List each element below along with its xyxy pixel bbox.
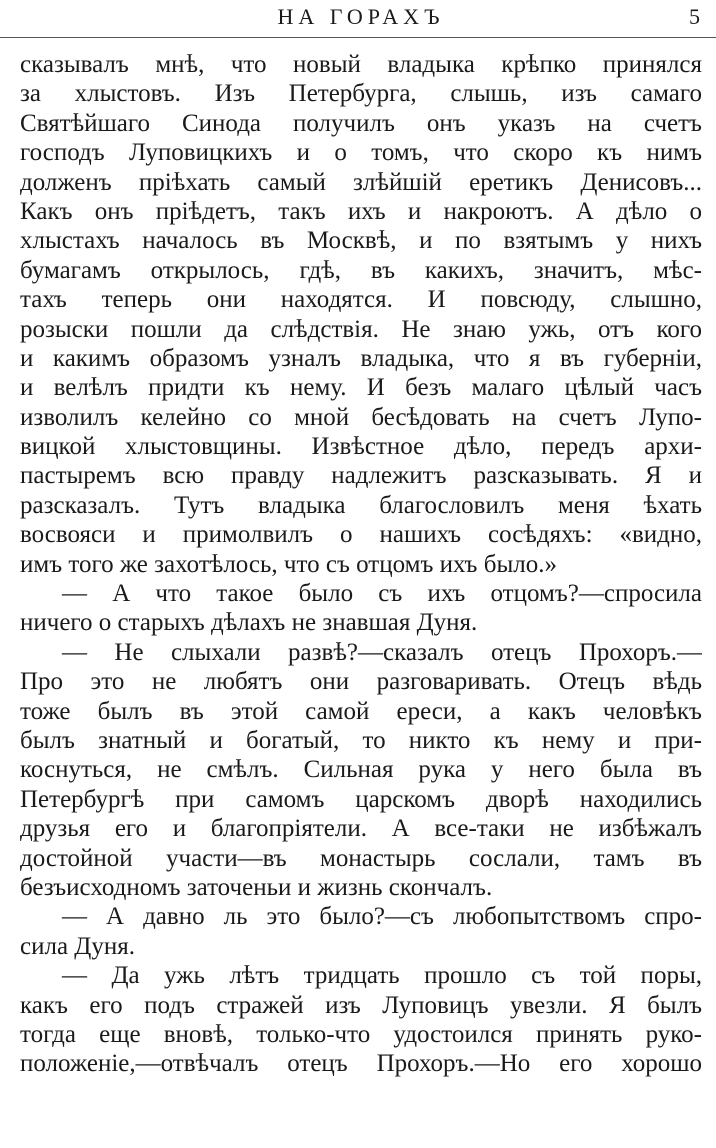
text-line: ничего о старыхъ дѣлахъ не знавшая Дуня. [20,609,478,637]
text-line: вицкой хлыстовщины. Извѣстное дѣло, передъ архи- [20,433,702,461]
text-line: безъисходномъ заточеньи и жизнь скончалъ. [20,873,493,901]
text-line: тогда еще вновѣ, только-что удостоился принять руко- [20,1020,702,1048]
text-line: и велѣлъ придти къ нему. И безъ малаго цѣлый часъ [20,374,702,402]
page-number: 5 [689,4,700,29]
text-line: тоже былъ въ этой самой ереси, а какъ человѣкъ [20,697,702,725]
text-line: пастыремъ всю правду надлежитъ разсказывать. Я и [20,462,702,490]
text-line: — Да ужь лѣтъ тридцать прошло съ той поры, [62,962,702,990]
text-line: Какъ онъ пріѣдетъ, такъ ихъ и накроютъ. А дѣло о [20,197,702,225]
text-line: изволилъ келейно со мной бесѣдовать на счетъ Лупо- [20,403,702,431]
page-header [20,0,702,34]
running-title: НА ГОРАХЪ [277,4,445,29]
text-line: былъ знатный и богатый, то никто къ нему и при- [20,726,702,754]
text-line: достойной участи—въ монастырь сослали, тамъ въ [20,844,702,872]
text-line: господъ Луповицкихъ и о томъ, что скоро къ нимъ [20,139,702,167]
text-line: — А давно ль это было?—съ любопытствомъ спро- [62,903,702,931]
text-line: розыски пошли да слѣдствія. Не знаю ужь, отъ кого [20,315,702,343]
text-line: тахъ теперь они находятся. И повсюду, слышно, [20,286,702,314]
text-line: восвояси и примолвилъ о нашихъ сосѣдяхъ: «видно, [20,521,702,549]
text-line: долженъ пріѣхать самый злѣйшій еретикъ Денисовъ... [20,168,702,196]
text-line: и какимъ образомъ узналъ владыка, что я въ губерніи, [20,344,702,372]
text-line: друзья его и благопріятели. А все-таки не избѣжалъ [20,815,702,843]
text-line: Петербургѣ при самомъ царскомъ дворѣ находились [20,785,702,813]
text-line: Про это не любятъ они разговаривать. Отецъ вѣдь [20,668,702,696]
text-line: — Не слыхали развѣ?—сказалъ отецъ Прохоръ.— [62,638,702,666]
text-line: разсказалъ. Тутъ владыка благословилъ меня ѣхать [20,491,702,519]
text-line: сила Дуня. [20,932,135,960]
text-line: коснуться, не смѣлъ. Сильная рука у него была въ [20,756,702,784]
text-line: хлыстахъ началось въ Москвѣ, и по взятымъ у нихъ [20,227,702,255]
text-line: положеніе,—отвѣчалъ отецъ Прохоръ.—Но его хорошо [20,1050,702,1078]
text-line: за хлыстовъ. Изъ Петербурга, слышь, изъ самаго [20,80,702,108]
body-text [20,50,702,1079]
text-line: имъ того же захотѣлось, что съ отцомъ ихъ было.» [20,550,557,578]
text-line: Святѣйшаго Синода получилъ онъ указъ на счетъ [20,109,702,137]
header-divider [0,37,716,38]
text-line: — А что такое было съ ихъ отцомъ?—спросила [62,580,702,608]
text-line: какъ его подъ стражей изъ Луповицъ увезли. Я былъ [20,991,702,1019]
text-line: сказывалъ мнѣ, что новый владыка крѣпко принялся [20,51,702,78]
text-line: бумагамъ открылось, гдѣ, въ какихъ, значитъ, мѣс- [20,256,702,284]
